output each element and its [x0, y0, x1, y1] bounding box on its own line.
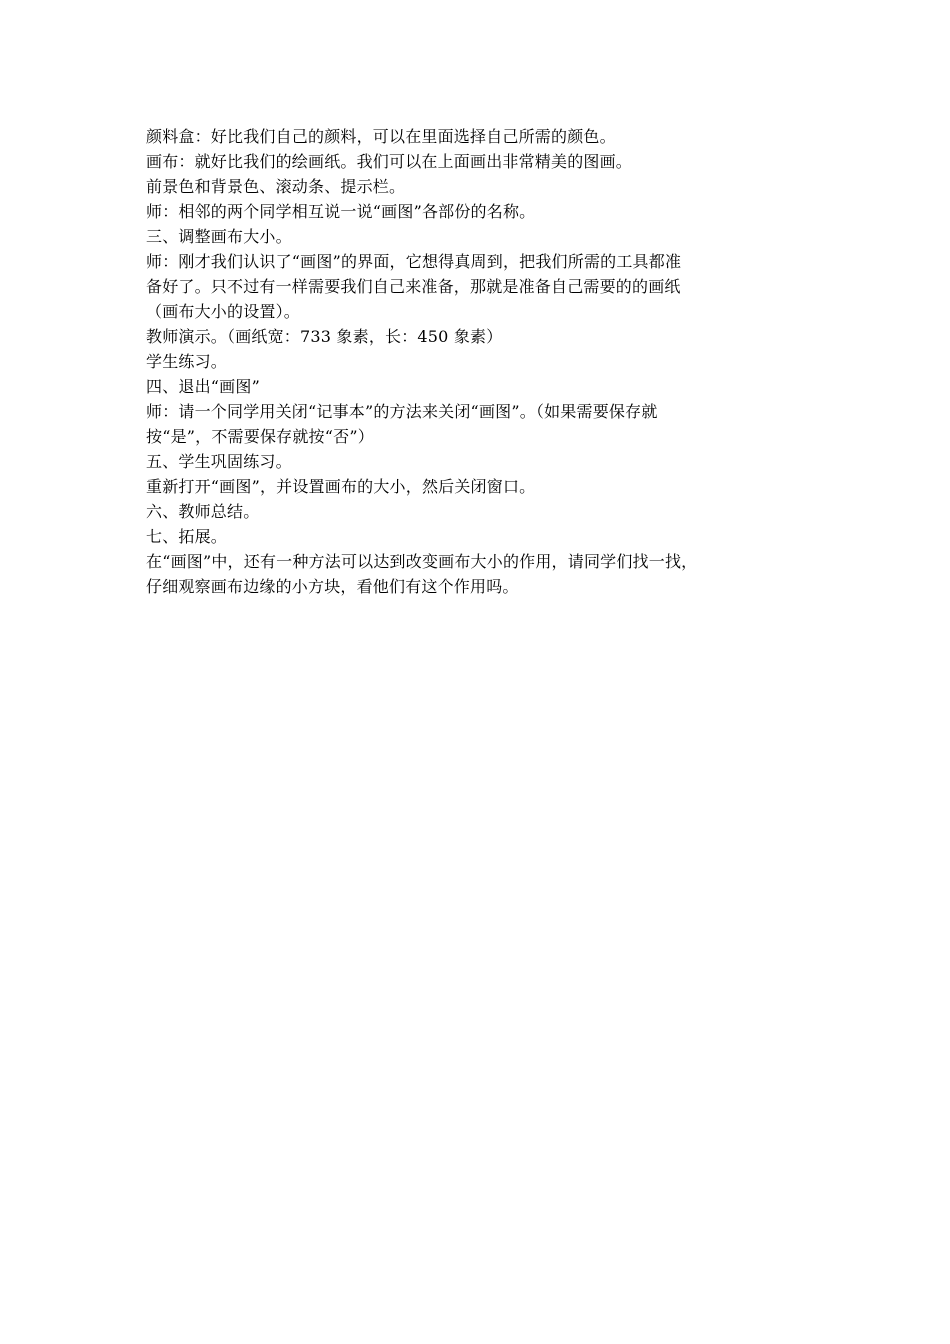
text-line: 学生练习。 — [146, 352, 228, 371]
section-heading: 四、退出“画图” — [146, 377, 260, 396]
text-line: 仔细观察画布边缘的小方块，看他们有这个作用吗。 — [146, 577, 519, 596]
text-line: 教师演示。（画纸宽：733 象素，长：450 象素） — [146, 327, 503, 346]
section-heading: 五、学生巩固练习。 — [146, 452, 292, 471]
text-line: 重新打开“画图”，并设置画布的大小，然后关闭窗口。 — [146, 477, 536, 496]
text-line: 在“画图”中，还有一种方法可以达到改变画布大小的作用，请同学们找一找， — [146, 552, 698, 571]
document-body — [146, 124, 826, 599]
text-line: 师：刚才我们认识了“画图”的界面，它想得真周到，把我们所需的工具都准 — [146, 252, 682, 271]
text-line: 前景色和背景色、滚动条、提示栏。 — [146, 177, 406, 196]
section-heading: 七、拓展。 — [146, 527, 228, 546]
text-line: 颜料盒：好比我们自己的颜料，可以在里面选择自己所需的颜色。 — [146, 127, 616, 146]
text-line: 师：请一个同学用关闭“记事本”的方法来关闭“画图”。（如果需要保存就 — [146, 402, 658, 421]
section-heading: 六、教师总结。 — [146, 502, 260, 521]
text-line: 按“是”，不需要保存就按“否”） — [146, 427, 374, 446]
text-line: 师：相邻的两个同学相互说一说“画图”各部份的名称。 — [146, 202, 536, 221]
section-heading: 三、调整画布大小。 — [146, 227, 292, 246]
text-line: 备好了。只不过有一样需要我们自己来准备，那就是准备自己需要的的画纸 — [146, 277, 681, 296]
text-line: （画布大小的设置）。 — [146, 302, 301, 321]
text-line: 画布：就好比我们的绘画纸。我们可以在上面画出非常精美的图画。 — [146, 152, 633, 171]
